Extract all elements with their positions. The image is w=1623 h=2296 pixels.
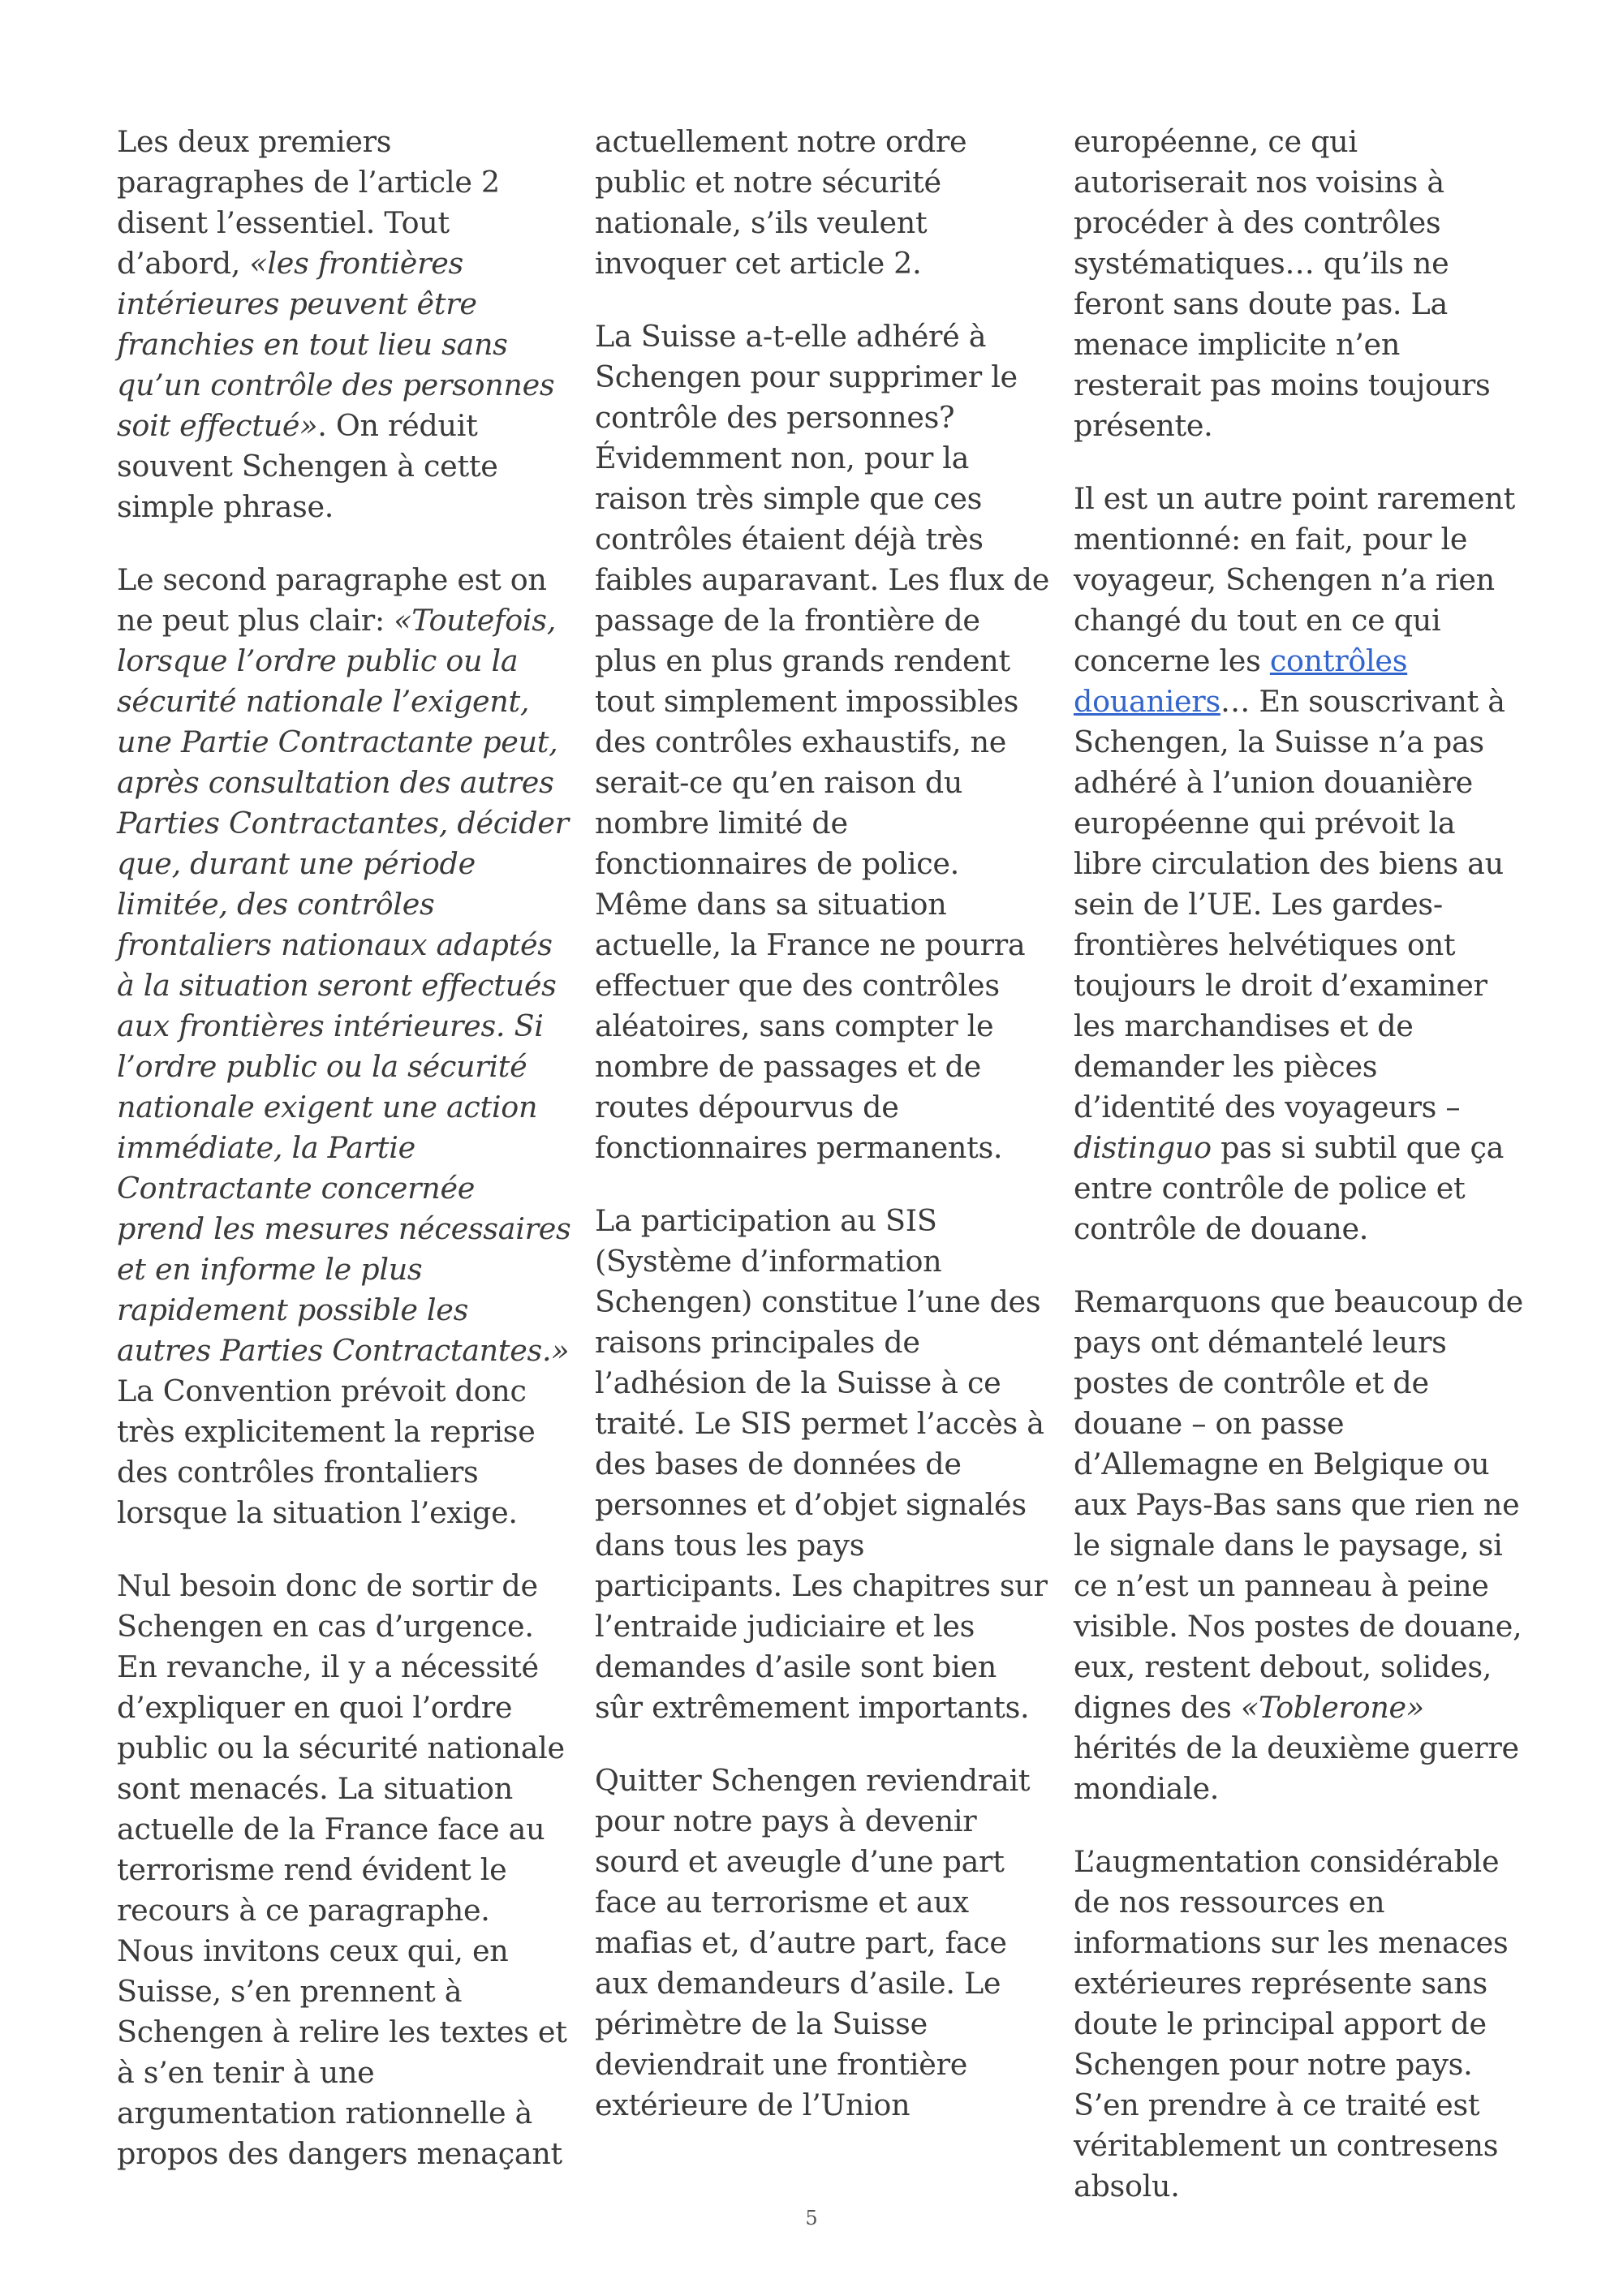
page-number: 5: [805, 2207, 818, 2229]
paragraph: Quitter Schengen reviendrait pour notre pays à devenir sourd et aveugle d’une part face au terrorisme et aux mafias et, d’autre part, face aux demandeurs d’asile. Le périmètre de la Suisse deviendrait une frontière extérieure de l’Union: [595, 1763, 1031, 2122]
paragraph: Remarquons que beaucoup de pays ont démantelé leurs postes de contrôle et de douane – on passe d’Allemagne en Belgique ou aux Pays-Bas sans que rien ne le signale dans le paysage, si ce n’est un panneau à peine visible. Nos postes de douane, eux, restent debout, solides, dignes des «Toblerone» hérités de la deuxième guerre mondiale.: [1074, 1284, 1523, 1806]
paragraph: La Suisse a-t-elle adhéré à Schengen pour supprimer le contrôle des personnes? Évidemment non, pour la raison très simple que ces contrôles étaient déjà très faibles auparavant. Les flux de passage de la frontière de plus en plus grands rendent tout simplement impossibles des contrôles exhaustifs, ne serait-ce qu’en raison du nombre limité de fonctionnaires de police. Même dans sa situation actuelle, la France ne pourra effectuer que des contrôles aléatoires, sans compter le nombre de passages et de routes dépourvus de fonctionnaires permanents.: [595, 319, 1049, 1165]
italic-term: distinguo: [1074, 1130, 1212, 1165]
text-column-3: [1074, 122, 1528, 2207]
paragraph: La participation au SIS (Système d’information Schengen) constitue l’une des raisons principales de l’adhésion de la Suisse à ce traité. Le SIS permet l’accès à des bases de données de personnes et d’objet signalés dans tous les pays participants. Les chapitres sur l’entraide judiciaire et les demandes d’asile sont bien sûr extrêmement importants.: [595, 1203, 1048, 1725]
quote-italic: «les frontières intérieures peuvent être franchies en tout lieu sans qu’un contrôle des personnes soit effectué»: [117, 246, 555, 443]
paragraph: Nul besoin donc de sortir de Schengen en cas d’urgence. En revanche, il y a nécessité d’expliquer en quoi l’ordre public ou la sécurité nationale sont menacés. La situation actuelle de la France face au terrorisme rend évident le recours à ce paragraphe. Nous invitons ceux qui, en Suisse, s’en prennent à Schengen à relire les textes et à s’en tenir à une argumentation rationnelle à propos des dangers menaçant: [117, 1568, 567, 2171]
text-column-1: [117, 122, 571, 2174]
italic-term: «Toblerone»: [1240, 1690, 1424, 1725]
controles-douaniers-link[interactable]: contrôles douaniers: [1074, 643, 1408, 719]
paragraph: européenne, ce qui autoriserait nos voisins à procéder à des contrôles systématiques… qu’ils ne feront sans doute pas. La menace implicite n’en resterait pas moins toujours présente.: [1074, 124, 1491, 443]
paragraph: Les deux premiers paragraphes de l’article 2 disent l’essentiel. Tout d’abord, «les frontières intérieures peuvent être franchies en tout lieu sans qu’un contrôle des personnes soit effectué». On réduit souvent Schengen à cette simple phrase.: [117, 124, 555, 524]
paragraph: L’augmentation considérable de nos ressources en informations sur les menaces extérieures représente sans doute le principal apport de Schengen pour notre pays. S’en prendre à ce traité est véritablement un contresens absolu.: [1074, 1844, 1509, 2204]
quote-italic: «Toutefois, lorsque l’ordre public ou la sécurité nationale l’exigent, une Partie Contractante peut, après consultation des autres Parties Contractantes, décider que, durant une période limitée, des contrôles frontaliers nationaux adaptés à la situation seront effectués aux frontières intérieures. Si l’ordre public ou la sécurité nationale exigent une action immédiate, la Partie Contractante concernée prend les mesures nécessaires et en informe le plus rapidement possible les autres Parties Contractantes.»: [117, 603, 571, 1368]
paragraph: Il est un autre point rarement mentionné: en fait, pour le voyageur, Schengen n’a rien changé du tout en ce qui concerne les contrôles douaniers… En souscrivant à Schengen, la Suisse n’a pas adhéré à l’union douanière européenne qui prévoit la libre circulation des biens au sein de l’UE. Les gardes-frontières helvétiques ont toujours le droit d’examiner les marchandises et de demander les pièces d’identité des voyageurs – distinguo pas si subtil que ça entre contrôle de police et contrôle de douane.: [1074, 481, 1515, 1246]
text-column-2: [595, 122, 1049, 2126]
paragraph: Le second paragraphe est on ne peut plus clair: «Toutefois, lorsque l’ordre public ou la sécurité nationale l’exigent, une Partie Contractante peut, après consultation des autres Parties Contractantes, décider que, durant une période limitée, des contrôles frontaliers nationaux adaptés à la situation seront effectués aux frontières intérieures. Si l’ordre public ou la sécurité nationale exigent une action immédiate, la Partie Contractante concernée prend les mesures nécessaires et en informe le plus rapidement possible les autres Parties Contractantes.» La Convention prévoit donc très explicitement la reprise des contrôles frontaliers lorsque la situation l’exige.: [117, 562, 571, 1530]
paragraph: actuellement notre ordre public et notre sécurité nationale, s’ils veulent invoquer cet article 2.: [595, 124, 967, 281]
